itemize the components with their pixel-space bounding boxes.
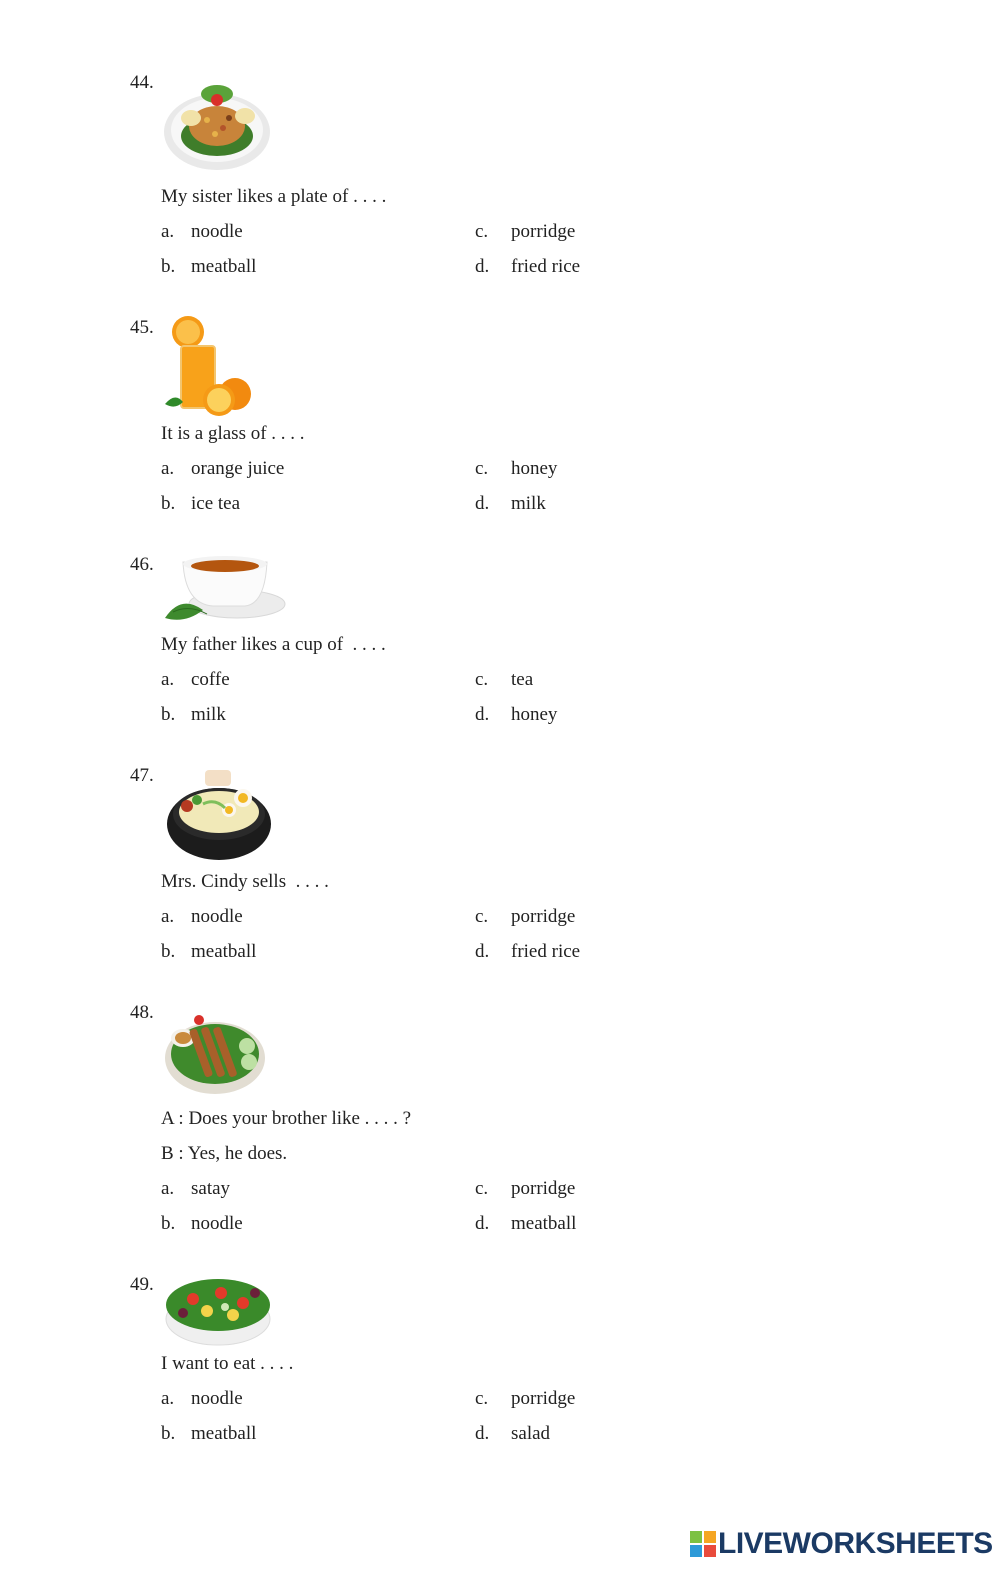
option-c[interactable]: c. porridge xyxy=(475,906,576,927)
liveworksheets-logo-icon xyxy=(690,1531,716,1557)
option-b[interactable]: b. milk xyxy=(161,704,226,725)
question-number: 47. xyxy=(130,765,154,786)
option-b[interactable]: b. ice tea xyxy=(161,493,241,514)
option-b[interactable]: b. meatball xyxy=(161,256,257,277)
question-text: It is a glass of . . . . xyxy=(161,423,305,444)
option-a[interactable]: a. orange juice xyxy=(161,458,285,479)
fried-rice-plate-image xyxy=(163,78,275,174)
question-text: Mrs. Cindy sells . . . . xyxy=(161,871,329,892)
option-d[interactable]: d. honey xyxy=(475,704,558,725)
liveworksheets-brand[interactable] xyxy=(690,1527,993,1561)
option-a[interactable]: a. noodle xyxy=(161,1388,243,1409)
tea-cup-image xyxy=(163,554,287,626)
option-a[interactable]: a. noodle xyxy=(161,221,243,242)
option-a[interactable]: a. coffe xyxy=(161,669,230,690)
question-number: 45. xyxy=(130,317,154,338)
question-text: My sister likes a plate of . . . . xyxy=(161,186,387,207)
porridge-bowl-image xyxy=(163,768,275,862)
question-text-b: B : Yes, he does. xyxy=(161,1143,288,1164)
question-number: 44. xyxy=(130,72,154,93)
question-text-a: A : Does your brother like . . . . ? xyxy=(161,1108,412,1129)
option-c[interactable]: c. porridge xyxy=(475,221,576,242)
option-c[interactable]: c. tea xyxy=(475,669,534,690)
option-b[interactable]: b. meatball xyxy=(161,1423,257,1444)
option-c[interactable]: c. honey xyxy=(475,458,558,479)
question-number: 48. xyxy=(130,1002,154,1023)
option-b[interactable]: b. noodle xyxy=(161,1213,243,1234)
option-d[interactable]: d. fried rice xyxy=(475,941,581,962)
brand-name: LIVEWORKSHEETS xyxy=(718,1527,993,1560)
option-b[interactable]: b. meatball xyxy=(161,941,257,962)
option-d[interactable]: d. meatball xyxy=(475,1213,577,1234)
option-d[interactable]: d. milk xyxy=(475,493,546,514)
option-a[interactable]: a. satay xyxy=(161,1178,231,1199)
option-c[interactable]: c. porridge xyxy=(475,1388,576,1409)
question-number: 46. xyxy=(130,554,154,575)
option-a[interactable]: a. noodle xyxy=(161,906,243,927)
option-d[interactable]: d. salad xyxy=(475,1423,551,1444)
question-text: My father likes a cup of . . . . xyxy=(161,634,386,655)
question-text: I want to eat . . . . xyxy=(161,1353,294,1374)
option-c[interactable]: c. porridge xyxy=(475,1178,576,1199)
orange-juice-image xyxy=(163,314,255,418)
salad-bowl-image xyxy=(163,1273,273,1347)
question-number: 49. xyxy=(130,1274,154,1295)
satay-plate-image xyxy=(163,1006,267,1096)
option-d[interactable]: d. fried rice xyxy=(475,256,581,277)
